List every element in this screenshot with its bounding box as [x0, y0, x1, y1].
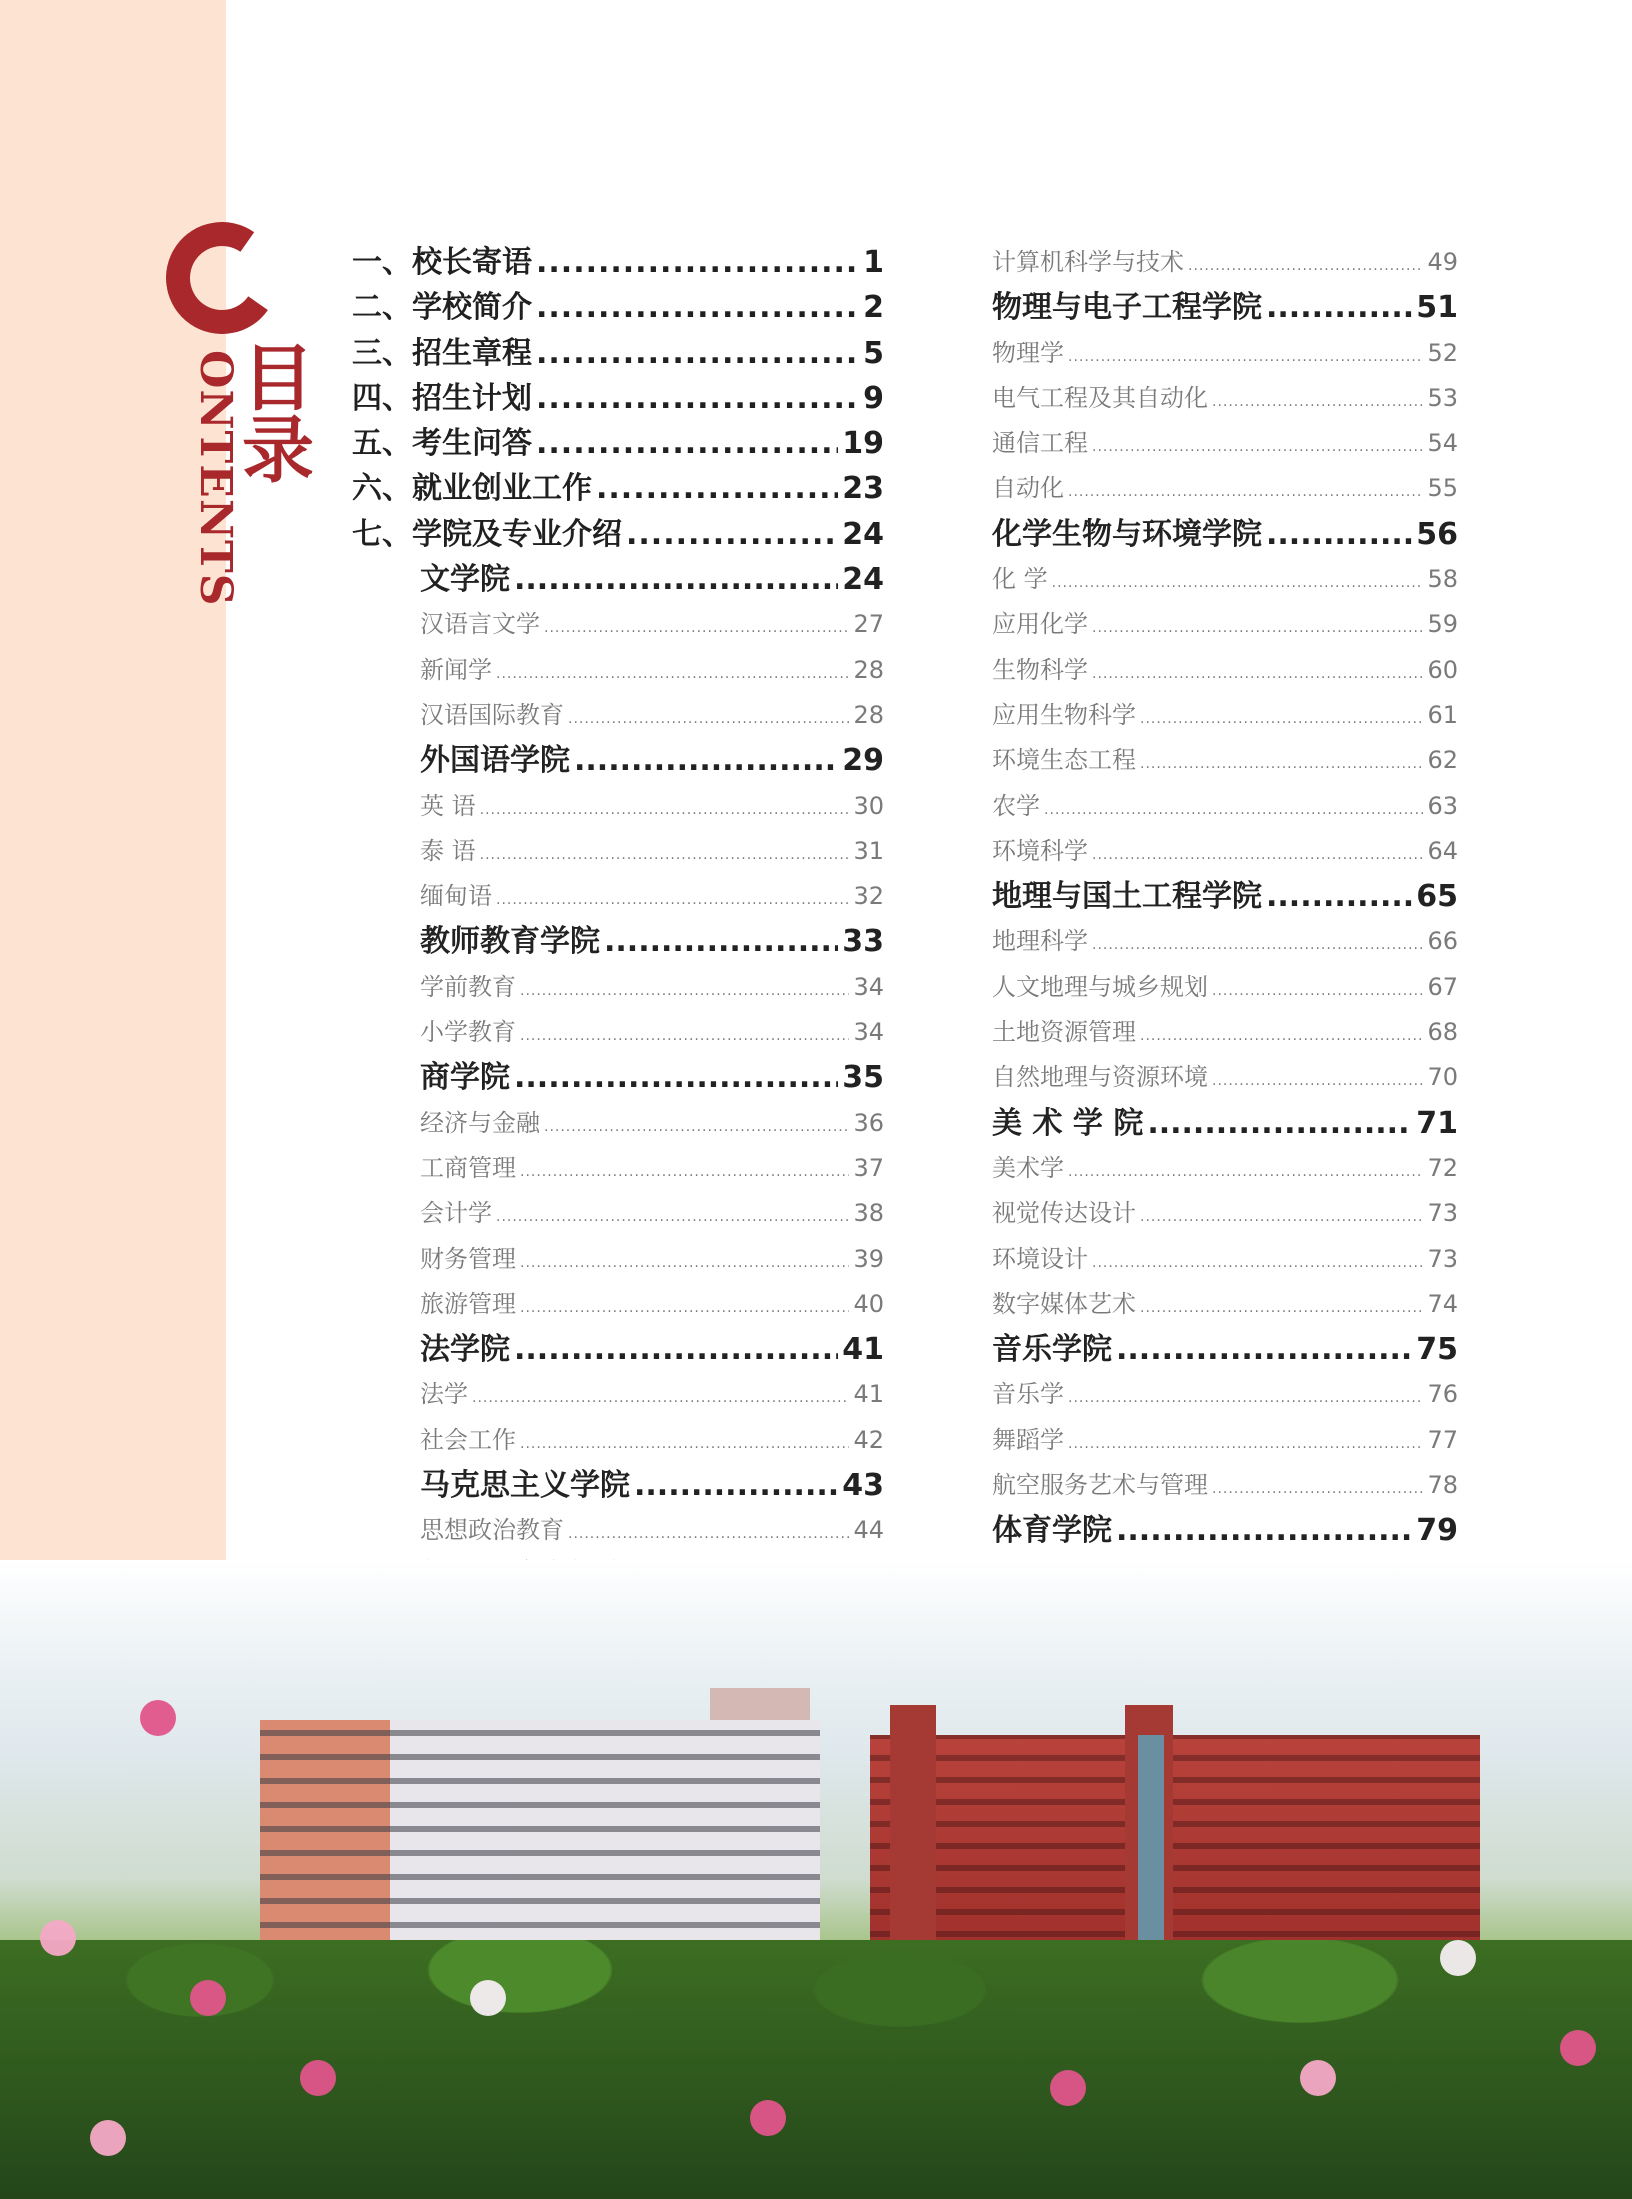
dot-leader [1140, 1195, 1423, 1236]
toc-entry-major[interactable] [352, 1101, 884, 1146]
dot-leader [604, 919, 838, 964]
toc-entry-main[interactable] [352, 512, 884, 557]
cosmos-flower [1440, 1940, 1476, 1976]
toc-entry-title: 教师教育学院 [420, 924, 600, 960]
toc-entry-title: 美 术 学 院 [992, 1105, 1144, 1141]
toc-entry-title: 六、就业创业工作 [352, 471, 592, 507]
toc-page-number: 1 [863, 245, 884, 280]
toc-entry-major[interactable] [992, 421, 1458, 466]
toc-page-number: 33 [842, 924, 884, 960]
toc-entry-title: 通信工程 [992, 429, 1088, 458]
toc-entry-title: 文学院 [420, 562, 510, 598]
toc-entry-major[interactable] [992, 1055, 1458, 1100]
toc-entry-title: 三、招生章程 [352, 335, 532, 371]
toc-entry-title: 音乐学 [992, 1380, 1064, 1409]
dot-leader [1068, 1422, 1423, 1463]
toc-entry-major[interactable] [992, 1463, 1458, 1508]
toc-entry-title: 一、校长寄语 [352, 245, 532, 280]
toc-entry-major[interactable] [352, 648, 884, 693]
dot-leader [480, 833, 850, 874]
toc-entry-major[interactable] [352, 1146, 884, 1191]
toc-page-number: 23 [842, 471, 884, 507]
dot-leader [496, 1195, 849, 1236]
toc-entry-title: 计算机科学与技术 [992, 248, 1184, 276]
toc-entry-major[interactable] [992, 557, 1458, 602]
toc-entry-title: 化 学 [992, 565, 1048, 594]
toc-entry-title: 美术学 [992, 1153, 1064, 1182]
toc-page-number: 56 [1416, 516, 1458, 552]
toc-entry-major[interactable] [992, 331, 1458, 376]
toc-entry-title: 学前教育 [420, 972, 516, 1001]
toc-page-number: 29 [842, 743, 884, 779]
toc-page-number: 79 [1416, 1513, 1458, 1549]
toc-entry-college[interactable] [352, 1055, 884, 1100]
toc-entry-title: 四、招生计划 [352, 380, 532, 416]
toc-entry-title: 环境科学 [992, 836, 1088, 865]
toc-entry-major[interactable] [992, 466, 1458, 511]
toc-entry-title: 马克思主义学院 [420, 1468, 630, 1504]
toc-entry-title: 商学院 [420, 1060, 510, 1096]
toc-entry-major[interactable] [992, 602, 1458, 647]
dot-leader [1092, 833, 1423, 874]
dot-leader [496, 878, 849, 919]
toc-entry-title: 土地资源管理 [992, 1018, 1136, 1047]
toc-page-number: 44 [853, 1516, 884, 1545]
toc-entry-main[interactable] [352, 331, 884, 376]
toc-page-number: 77 [1427, 1425, 1458, 1454]
toc-entry-title: 缅甸语 [420, 882, 492, 911]
toc-page-number: 74 [1427, 1289, 1458, 1318]
toc-entry-main[interactable] [352, 240, 884, 285]
toc-page-number: 32 [853, 882, 884, 911]
toc-entry-main[interactable] [352, 376, 884, 421]
contents-initial-c [157, 213, 287, 343]
dot-leader [1266, 285, 1412, 330]
toc-entry-major[interactable] [992, 1010, 1458, 1055]
dot-leader [1052, 561, 1424, 602]
toc-entry-major[interactable] [992, 1372, 1458, 1417]
toc-entry-major[interactable] [352, 784, 884, 829]
dot-leader [520, 1422, 849, 1463]
dot-leader [596, 466, 838, 511]
white-building [260, 1720, 820, 1970]
toc-page-number: 5 [863, 335, 884, 371]
toc-page-number: 31 [853, 836, 884, 865]
dot-leader [520, 1286, 849, 1327]
cosmos-flower [1560, 2030, 1596, 2066]
toc-entry-major[interactable] [992, 1418, 1458, 1463]
dot-leader [1212, 969, 1423, 1010]
toc-entry-title: 农学 [992, 791, 1040, 820]
cosmos-flower [300, 2060, 336, 2096]
toc-entry-major[interactable] [352, 965, 884, 1010]
toc-entry-major[interactable] [352, 1372, 884, 1417]
toc-entry-main[interactable] [352, 285, 884, 330]
toc-page-number: 34 [853, 972, 884, 1001]
toc-page-number: 40 [853, 1289, 884, 1318]
toc-entry-major[interactable] [352, 1010, 884, 1055]
toc-entry-title: 音乐学院 [992, 1332, 1112, 1368]
dot-leader [520, 1150, 849, 1191]
toc-entry-major[interactable] [992, 693, 1458, 738]
toc-page-number: 49 [1427, 248, 1458, 276]
toc-entry-title: 视觉传达设计 [992, 1199, 1136, 1228]
dot-leader [1092, 923, 1423, 964]
toc-page-number: 59 [1427, 610, 1458, 639]
toc-entry-major[interactable] [992, 919, 1458, 964]
toc-entry-title: 汉语国际教育 [420, 700, 564, 729]
toc-page-number: 71 [1416, 1105, 1458, 1141]
dot-leader [1068, 1376, 1423, 1417]
toc-entry-title: 自动化 [992, 474, 1064, 503]
toc-entry-title: 数字媒体艺术 [992, 1289, 1136, 1318]
toc-entry-college[interactable] [992, 1101, 1458, 1146]
dot-leader [472, 1376, 849, 1417]
toc-entry-title: 法学院 [420, 1332, 510, 1368]
toc-entry-college[interactable] [352, 1463, 884, 1508]
toc-page-number: 27 [853, 610, 884, 639]
toc-page-number: 75 [1416, 1332, 1458, 1368]
toc-page-number: 37 [853, 1153, 884, 1182]
contents-chinese-title: 目录 [230, 340, 315, 484]
toc-entry-major[interactable] [992, 829, 1458, 874]
toc-page-number: 73 [1427, 1199, 1458, 1228]
toc-right-column [992, 240, 1458, 1690]
toc-page-number: 53 [1427, 383, 1458, 412]
toc-page-number: 28 [853, 655, 884, 684]
cosmos-flower [90, 2120, 126, 2156]
tree-line [0, 1940, 1632, 2199]
cosmos-flower [190, 1980, 226, 2016]
toc-page-number: 78 [1427, 1471, 1458, 1500]
toc-page-number: 24 [842, 562, 884, 598]
toc-page-number: 65 [1416, 879, 1458, 915]
toc-entry-title: 物理与电子工程学院 [992, 290, 1262, 326]
dot-leader [634, 1463, 838, 1508]
toc-entry-major[interactable] [992, 1282, 1458, 1327]
toc-page-number: 51 [1416, 290, 1458, 326]
toc-page-number: 70 [1427, 1063, 1458, 1092]
toc-entry-major[interactable] [352, 829, 884, 874]
toc-entry-main[interactable] [352, 421, 884, 466]
toc-left-column [352, 240, 884, 1690]
toc-entry-title: 生物科学 [992, 655, 1088, 684]
toc-page-number: 41 [853, 1380, 884, 1409]
toc-entry-title: 应用化学 [992, 610, 1088, 639]
dot-leader [1188, 244, 1423, 285]
dot-leader [1116, 1327, 1412, 1372]
toc-page-number: 9 [863, 380, 884, 416]
toc-entry-title: 航空服务艺术与管理 [992, 1471, 1208, 1500]
toc-page-number: 24 [842, 516, 884, 552]
red-building [870, 1735, 1480, 1975]
dot-leader [520, 969, 849, 1010]
dot-leader [536, 240, 859, 285]
toc-entry-title: 法学 [420, 1380, 468, 1409]
dot-leader [544, 606, 849, 647]
dot-leader [568, 1512, 849, 1553]
dot-leader [536, 331, 859, 376]
toc-page-number: 55 [1427, 474, 1458, 503]
toc-entry-college[interactable] [352, 557, 884, 602]
toc-entry-title: 地理与国土工程学院 [992, 879, 1262, 915]
dot-leader [1140, 1286, 1423, 1327]
cosmos-flower [40, 1920, 76, 1956]
toc-entry-title: 七、学院及专业介绍 [352, 516, 622, 552]
toc-entry-major[interactable] [352, 693, 884, 738]
toc-entry-major[interactable] [992, 648, 1458, 693]
dot-leader [1068, 1150, 1423, 1191]
toc-entry-major[interactable] [992, 240, 1458, 285]
toc-page-number: 43 [842, 1468, 884, 1504]
toc-page-number: 54 [1427, 429, 1458, 458]
toc-entry-title: 自然地理与资源环境 [992, 1063, 1208, 1092]
toc-entry-major[interactable] [352, 1418, 884, 1463]
cosmos-flower [750, 2100, 786, 2136]
toc-page-number: 42 [853, 1425, 884, 1454]
toc-page-number: 60 [1427, 655, 1458, 684]
toc-entry-title: 二、学校简介 [352, 290, 532, 326]
dot-leader [514, 557, 838, 602]
toc-page-number: 64 [1427, 836, 1458, 865]
toc-entry-major[interactable] [352, 1282, 884, 1327]
toc-entry-title: 应用生物科学 [992, 700, 1136, 729]
dot-leader [536, 376, 859, 421]
dot-leader [1092, 425, 1423, 466]
toc-entry-major[interactable] [352, 874, 884, 919]
toc-entry-major[interactable] [352, 1237, 884, 1282]
toc-page-number: 19 [842, 426, 884, 462]
dot-leader [1116, 1508, 1412, 1553]
toc-entry-college[interactable] [992, 512, 1458, 557]
toc-entry-title: 泰 语 [420, 836, 476, 865]
toc-entry-title: 五、考生问答 [352, 426, 532, 462]
toc-entry-college[interactable] [352, 919, 884, 964]
toc-entry-title: 社会工作 [420, 1425, 516, 1454]
toc-entry-title: 电气工程及其自动化 [992, 383, 1208, 412]
toc-entry-college[interactable] [992, 1508, 1458, 1553]
dot-leader [480, 788, 850, 829]
toc-entry-title: 新闻学 [420, 655, 492, 684]
toc-entry-title: 地理科学 [992, 927, 1088, 956]
dot-leader [496, 652, 849, 693]
dot-leader [514, 1055, 838, 1100]
toc-entry-main[interactable] [352, 466, 884, 511]
dot-leader [1140, 742, 1423, 783]
dot-leader [568, 697, 849, 738]
dot-leader [1044, 788, 1423, 829]
toc-page-number: 41 [842, 1332, 884, 1368]
toc-page-number: 36 [853, 1108, 884, 1137]
toc-page-number: 2 [863, 290, 884, 326]
toc-entry-title: 财务管理 [420, 1244, 516, 1273]
dot-leader [536, 285, 859, 330]
toc-entry-title: 会计学 [420, 1199, 492, 1228]
toc-entry-title: 小学教育 [420, 1018, 516, 1047]
toc-page-number: 76 [1427, 1380, 1458, 1409]
toc-page-number: 39 [853, 1244, 884, 1273]
toc-entry-major[interactable] [352, 1508, 884, 1553]
dot-leader [1266, 512, 1412, 557]
toc-entry-title: 物理学 [992, 338, 1064, 367]
toc-page-number: 61 [1427, 700, 1458, 729]
toc-entry-major[interactable] [992, 784, 1458, 829]
dot-leader [514, 1327, 838, 1372]
toc-page-number: 30 [853, 791, 884, 820]
toc-entry-title: 化学生物与环境学院 [992, 516, 1262, 552]
dot-leader [574, 738, 838, 783]
toc-entry-title: 环境设计 [992, 1244, 1088, 1273]
toc-page-number: 73 [1427, 1244, 1458, 1273]
dot-leader [1068, 335, 1423, 376]
toc-page-number: 63 [1427, 791, 1458, 820]
toc-page-number: 62 [1427, 746, 1458, 775]
toc-entry-title: 人文地理与城乡规划 [992, 972, 1208, 1001]
toc-page-number: 38 [853, 1199, 884, 1228]
toc-page-number: 66 [1427, 927, 1458, 956]
dot-leader [1266, 874, 1412, 919]
toc-entry-title: 旅游管理 [420, 1289, 516, 1318]
toc-entry-title: 环境生态工程 [992, 746, 1136, 775]
toc-entry-college[interactable] [352, 738, 884, 783]
campus-photo [0, 1560, 1632, 2199]
dot-leader [520, 1014, 849, 1055]
dot-leader [1147, 1101, 1412, 1146]
red-building-glass-facade [1138, 1735, 1164, 1965]
toc-entry-college[interactable] [992, 1327, 1458, 1372]
toc-entry-title: 体育学院 [992, 1513, 1112, 1549]
toc-page-number: 28 [853, 700, 884, 729]
toc-page-number: 58 [1427, 565, 1458, 594]
toc-entry-major[interactable] [992, 965, 1458, 1010]
dot-leader [536, 421, 838, 466]
dot-leader [1068, 470, 1423, 511]
toc-entry-title: 工商管理 [420, 1153, 516, 1182]
toc-entry-title: 英 语 [420, 791, 476, 820]
dot-leader [1092, 652, 1423, 693]
dot-leader [544, 1105, 849, 1146]
dot-leader [1212, 380, 1423, 421]
toc-entry-major[interactable] [352, 602, 884, 647]
dot-leader [1140, 697, 1423, 738]
toc-entry-title: 思想政治教育 [420, 1516, 564, 1545]
toc-page-number: 52 [1427, 338, 1458, 367]
dot-leader [1092, 606, 1423, 647]
toc-page-number: 68 [1427, 1018, 1458, 1047]
toc-entry-college[interactable] [992, 874, 1458, 919]
toc-page-number: 35 [842, 1060, 884, 1096]
toc-entry-major[interactable] [992, 1237, 1458, 1282]
dot-leader [626, 512, 838, 557]
dot-leader [520, 1241, 849, 1282]
toc-entry-major[interactable] [992, 376, 1458, 421]
toc-entry-title: 经济与金融 [420, 1108, 540, 1137]
toc-entry-college[interactable] [352, 1327, 884, 1372]
cosmos-flower [1050, 2070, 1086, 2106]
dot-leader [1140, 1014, 1423, 1055]
toc-entry-title: 舞蹈学 [992, 1425, 1064, 1454]
dot-leader [1092, 1241, 1423, 1282]
dot-leader [1212, 1059, 1423, 1100]
cosmos-flower [470, 1980, 506, 2016]
toc-entry-major[interactable] [992, 1146, 1458, 1191]
red-building-tower-left [890, 1705, 936, 1965]
toc-entry-title: 外国语学院 [420, 743, 570, 779]
cosmos-flower [140, 1700, 176, 1736]
toc-page-number: 34 [853, 1018, 884, 1047]
toc-entry-title: 汉语言文学 [420, 610, 540, 639]
toc-entry-college[interactable] [992, 285, 1458, 330]
contents-english-title: ONTENTS [190, 350, 241, 607]
cosmos-flower [1300, 2060, 1336, 2096]
dot-leader [1212, 1467, 1423, 1508]
toc-entry-major[interactable] [992, 1191, 1458, 1236]
toc-page-number: 67 [1427, 972, 1458, 1001]
toc-page-number: 72 [1427, 1153, 1458, 1182]
toc-entry-major[interactable] [992, 738, 1458, 783]
toc-entry-major[interactable] [352, 1191, 884, 1236]
